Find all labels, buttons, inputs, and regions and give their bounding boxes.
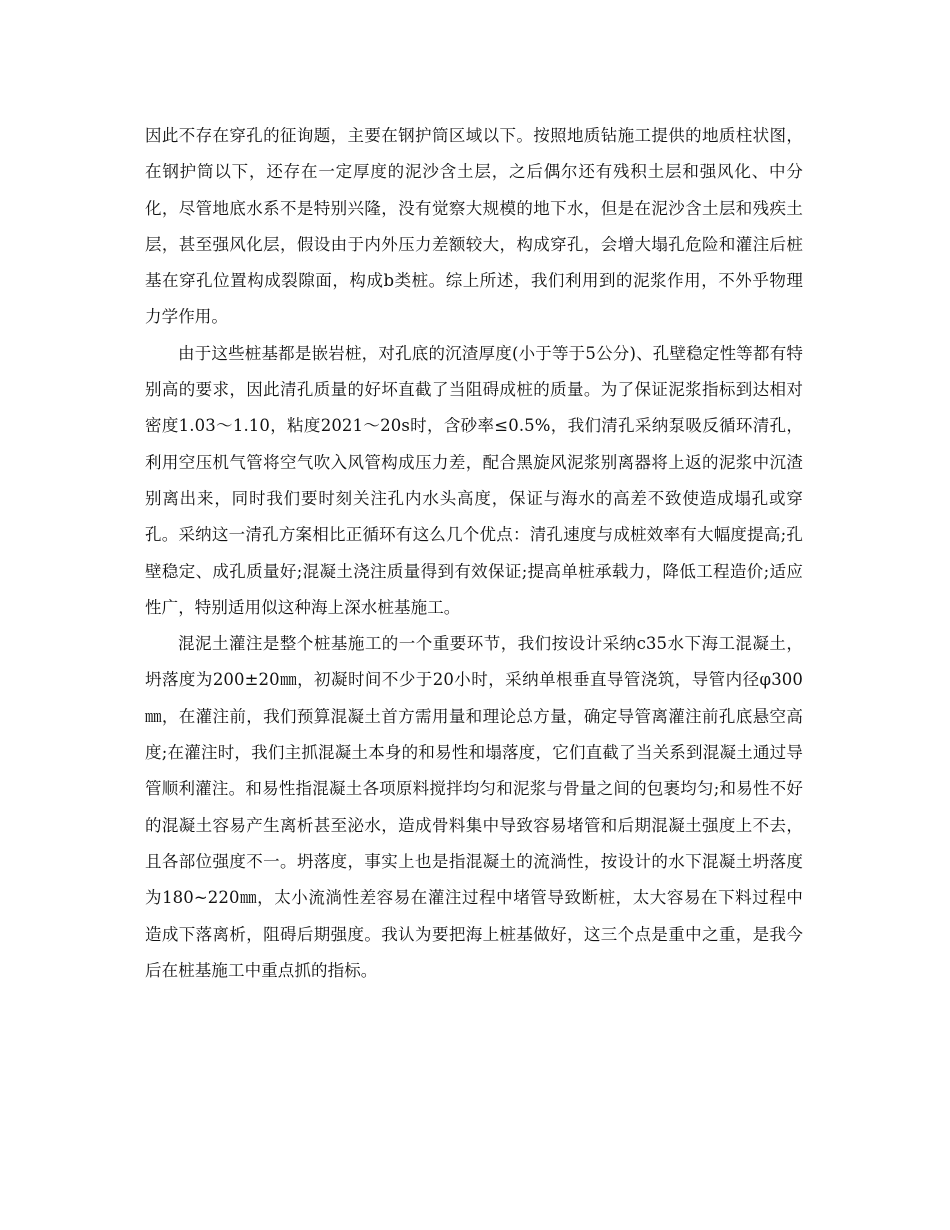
paragraph-2: 由于这些桩基都是嵌岩桩，对孔底的沉渣厚度(小于等于5公分)、孔壁稳定性等都有特别高的要求，因此清孔质量的好坏直截了当阻碍成桩的质量。为了保证泥浆指标到达相对密度1.03～1.10，粘度2021～20s时，含砂率≤0.5%，我们清孔采纳泵吸反循环清孔，利用空压机气管将空气吹入风管构成压力差，配合黑旋风泥浆别离器将上返的泥浆中沉渣别离出来，同时我们要时刻关注孔内水头高度，保证与海水的高差不致使造成塌孔或穿孔。采纳这一清孔方案相比正循环有这么几个优点：清孔速度与成桩效率有大幅度提高;孔壁稳定、成孔质量好;混凝土浇注质量得到有效保证;提高单桩承载力，降低工程造价;适应性广，特别适用似这种海上深水桩基施工。 bbox=[145, 343, 803, 617]
paragraph-3: 混泥土灌注是整个桩基施工的一个重要环节，我们按设计采纳c35水下海工混凝土，坍落度为200±20㎜，初凝时间不少于20小时，采纳单根垂直导管浇筑，导管内径φ300㎜，在灌注前，我们预算混凝土首方需用量和理论总方量，确定导管离灌注前孔底悬空高度;在灌注时，我们主抓混凝土本身的和易性和塌落度，它们直截了当关系到混凝土通过导管顺利灌注。和易性指混凝土各项原料搅拌均匀和泥浆与骨量之间的包裹均匀;和易性不好的混凝土容易产生离析甚至泌水，造成骨料集中导致容易堵管和后期混凝土强度上不去，且各部位强度不一。坍落度，事实上也是指混凝土的流淌性，按设计的水下混凝土坍落度为180~220㎜，太小流淌性差容易在灌注过程中堵管导致断桩，太大容易在下料过程中造成下落离析，阻碍后期强度。我认为要把海上桩基做好，这三个点是重中之重，是我今后在桩基施工中重点抓的指标。 bbox=[145, 634, 803, 980]
paragraph-1: 因此不存在穿孔的征询题，主要在钢护筒区域以下。按照地质钻施工提供的地质柱状图，在钢护筒以下，还存在一定厚度的泥沙含土层，之后偶尔还有残积土层和强风化、中分化，尽管地底水系不是特别兴隆，没有觉察大规模的地下水，但是在泥沙含土层和残疾土层，甚至强风化层，假设由于内外压力差额较大，构成穿孔，会增大塌孔危险和灌注后桩基在穿孔位置构成裂隙面，构成b类桩。综上所述，我们利用到的泥浆作用，不外乎物理力学作用。 bbox=[145, 126, 803, 327]
document-body bbox=[145, 118, 803, 989]
